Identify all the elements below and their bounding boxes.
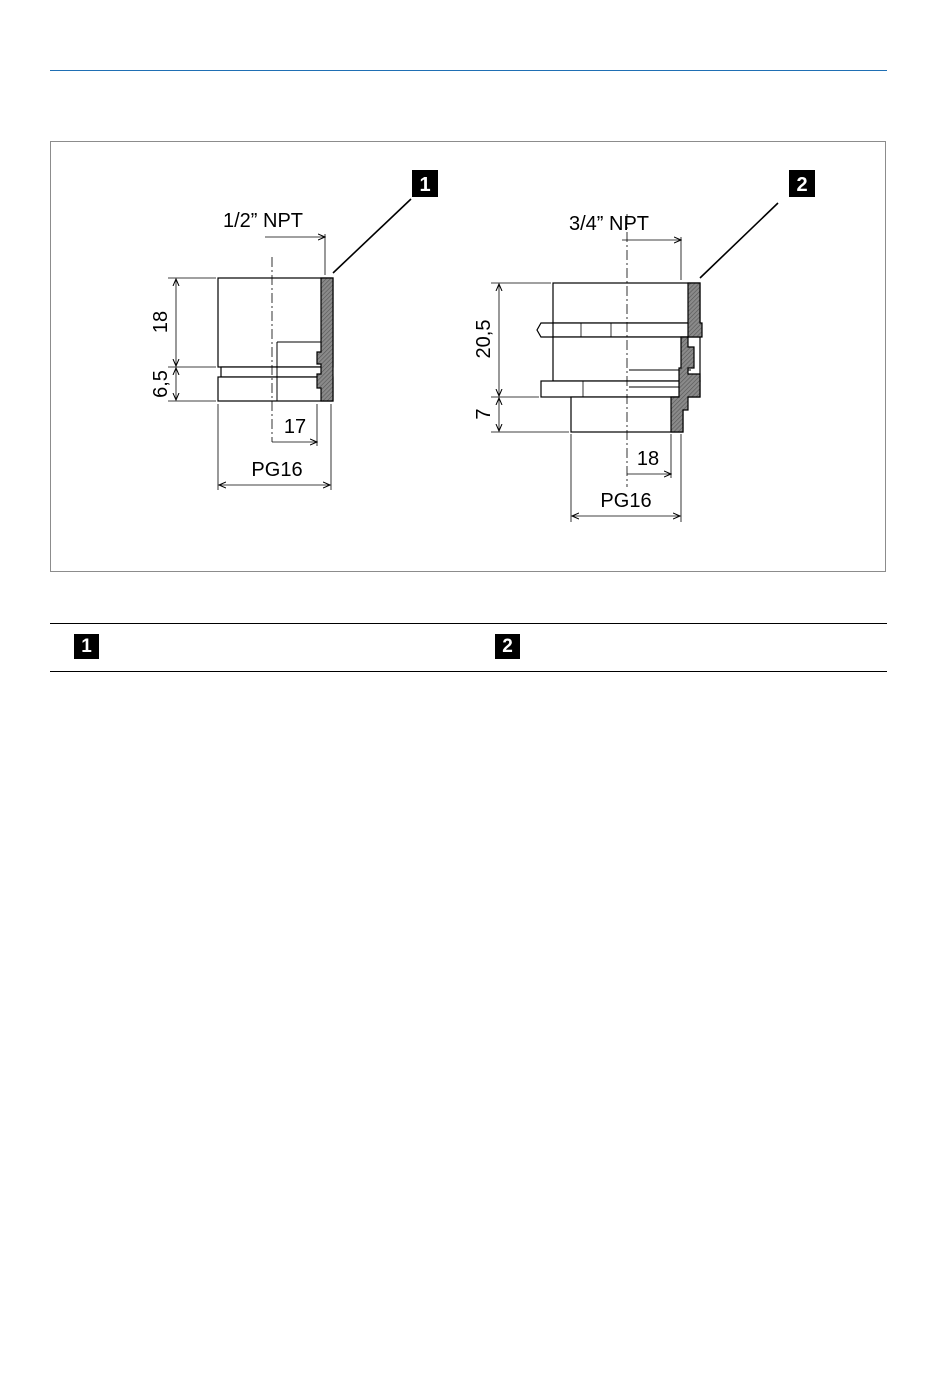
adapter-1-callout-number: 1 — [419, 174, 431, 196]
adapter-2-radius-label: 18 — [636, 448, 660, 470]
adapter-1-callout — [412, 170, 438, 197]
dimension-drawing-frame — [50, 141, 886, 572]
legend-badge-1: 1 — [74, 634, 99, 659]
adapter-2-leader — [700, 203, 778, 278]
adapter-2-pg-label: PG16 — [600, 490, 652, 512]
adapter-2-callout-number: 2 — [796, 174, 808, 196]
adapter-1-leader — [333, 199, 411, 273]
legend-table — [50, 623, 887, 672]
adapter-2-upper-body — [553, 283, 700, 323]
adapter-1-height-lower-label: 6,5 — [150, 370, 172, 398]
header-rule — [50, 70, 887, 71]
adapter-1-pg-label: PG16 — [251, 459, 303, 481]
adapter-1-upper-body — [218, 278, 333, 367]
adapter-1-drawing — [168, 199, 411, 490]
adapter-1-groove — [221, 367, 330, 377]
adapter-2-middle-body — [553, 337, 700, 381]
adapter-1-npt-label: 1/2” NPT — [223, 210, 304, 232]
adapter-2-height-upper-label: 20,5 — [473, 319, 495, 359]
legend-item-1 — [74, 634, 99, 659]
adapter-2-flange — [541, 381, 700, 397]
dimension-drawing — [51, 142, 887, 573]
adapter-1-lower-body — [218, 377, 333, 401]
adapter-2-callout — [789, 170, 815, 197]
adapter-2-drawing — [491, 203, 778, 522]
adapter-1-height-upper-label: 18 — [150, 310, 172, 334]
legend-item-2 — [495, 634, 520, 659]
adapter-2-npt-label: 3/4” NPT — [569, 213, 650, 235]
adapter-2-height-lower-label: 7 — [473, 408, 495, 420]
adapter-2-hex — [553, 323, 700, 337]
legend-badge-2: 2 — [495, 634, 520, 659]
adapter-1-radius-label: 17 — [283, 416, 307, 438]
